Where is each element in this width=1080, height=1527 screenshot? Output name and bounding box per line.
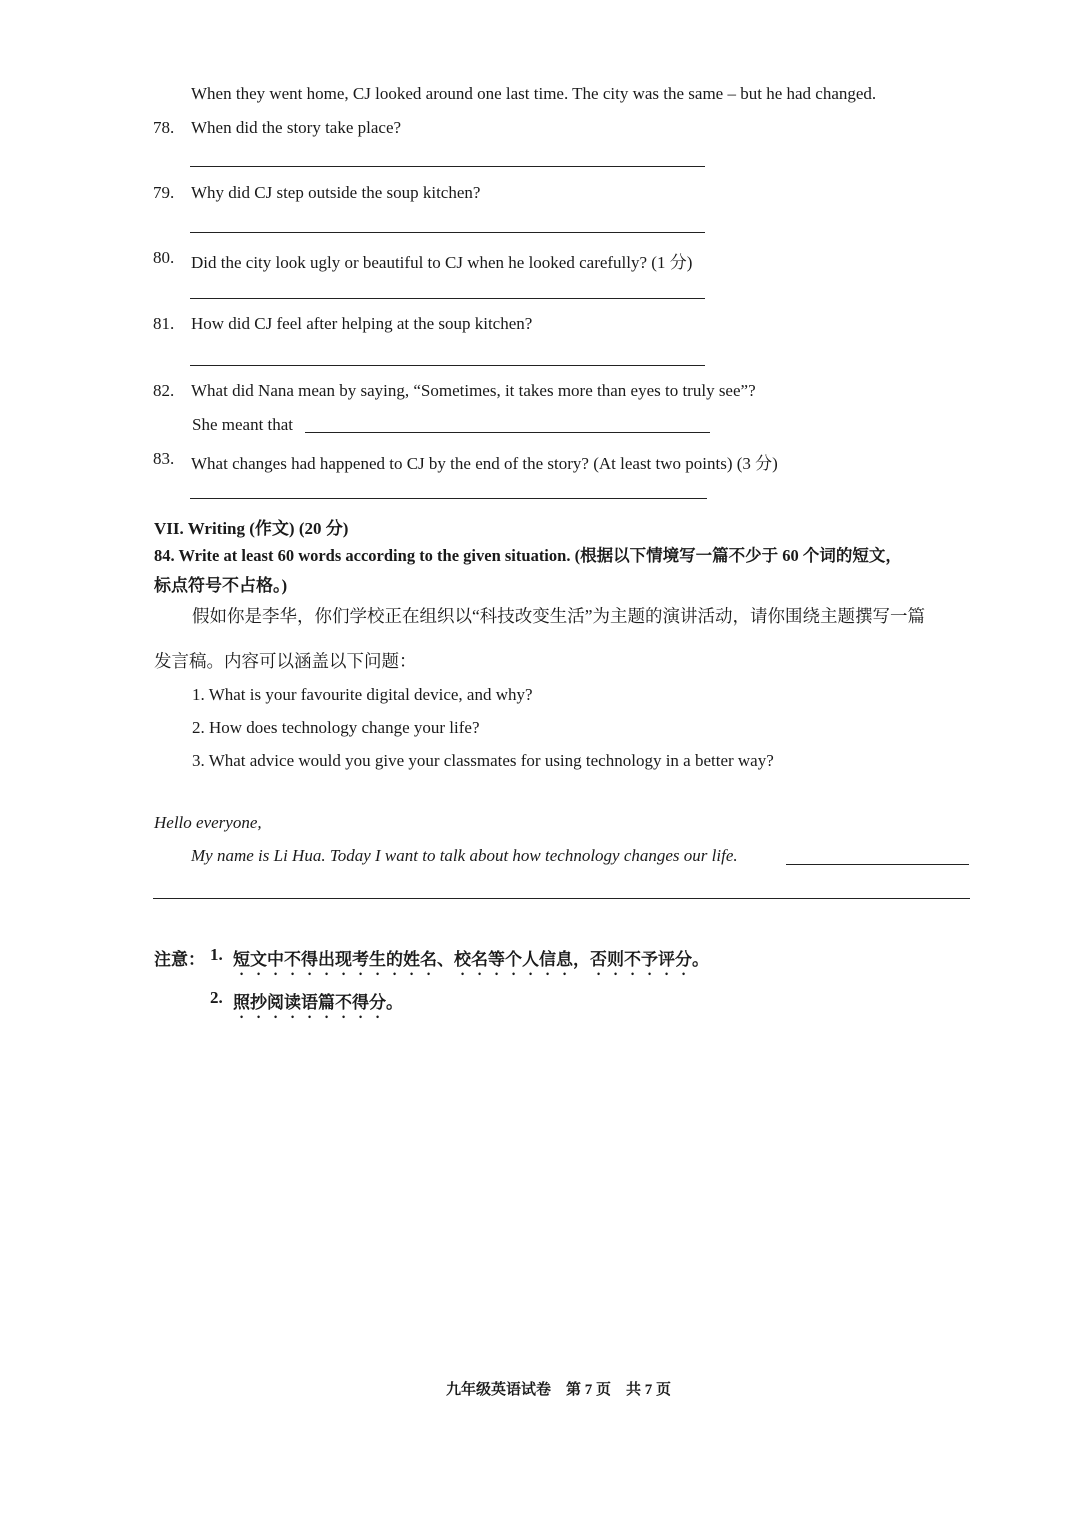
page-footer: 九年级英语试卷 第 7 页 共 7 页	[446, 1382, 672, 1398]
writing-task-continued: 标点符号不占格。)	[154, 576, 288, 595]
answer-prompt: She meant that	[192, 415, 294, 434]
question-text: What changes had happened to CJ by the end of the story? (At least two points) (3 分)	[191, 454, 778, 473]
question-text: How did CJ feel after helping at the soup kitchen?	[191, 314, 533, 333]
answer-line[interactable]	[190, 365, 705, 366]
question-number: 79.	[153, 183, 175, 202]
essay-greeting: Hello everyone,	[154, 813, 262, 832]
question-text: When did the story take place?	[191, 118, 402, 137]
writing-point: 1. What is your favourite digital device, and why?	[192, 685, 533, 704]
story-ending-text: When they went home, CJ looked around one last time. The city was the same – but he had changed.	[191, 84, 877, 103]
note-number: 2.	[210, 988, 223, 1007]
section-title: VII. Writing (作文) (20 分)	[154, 519, 349, 538]
question-text: Why did CJ step outside the soup kitchen?	[191, 183, 481, 202]
essay-writing-line[interactable]	[786, 864, 969, 865]
writing-intro: 假如你是李华，你们学校正在组织以“科技改变生活”为主题的演讲活动，请你围绕主题撰写一篇	[192, 606, 926, 626]
answer-line[interactable]	[190, 298, 705, 299]
writing-intro-continued: 发言稿。内容可以涵盖以下问题：	[154, 651, 417, 671]
answer-line[interactable]	[190, 498, 707, 499]
writing-point: 2. How does technology change your life?	[192, 718, 480, 737]
answer-line[interactable]	[190, 166, 705, 167]
essay-writing-line[interactable]	[153, 898, 970, 899]
question-number: 83.	[153, 449, 175, 468]
note-text: 短文中不得出现考生的姓名、校名等个人信息，否则不予评分。	[233, 950, 709, 969]
question-text: Did the city look ugly or beautiful to CJ when he looked carefully? (1 分)	[191, 253, 693, 272]
note-text: 照抄阅读语篇不得分。	[233, 993, 403, 1012]
question-text: What did Nana mean by saying, “Sometimes, it takes more than eyes to truly see”?	[191, 381, 756, 400]
writing-point: 3. What advice would you give your classmates for using technology in a better way?	[192, 751, 774, 770]
question-number: 81.	[153, 314, 175, 333]
answer-line[interactable]	[305, 432, 710, 433]
note-number: 1.	[210, 945, 223, 964]
essay-opening: My name is Li Hua. Today I want to talk about how technology changes our life.	[191, 846, 738, 865]
question-number: 80.	[153, 248, 175, 267]
writing-task: 84. Write at least 60 words according to the given situation. (根据以下情境写一篇不少于 60 个词的短文，	[154, 546, 902, 565]
answer-line[interactable]	[190, 232, 705, 233]
notes-label: 注意：	[154, 950, 205, 969]
question-number: 78.	[153, 118, 175, 137]
question-number: 82.	[153, 381, 175, 400]
